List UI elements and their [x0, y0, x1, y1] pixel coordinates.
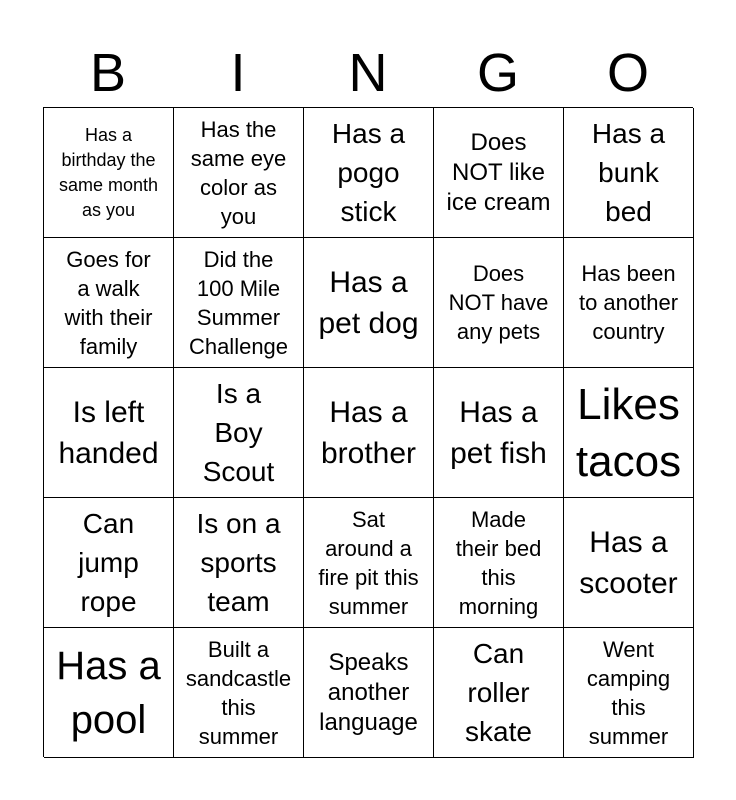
bingo-cell[interactable] [304, 238, 434, 368]
header-letter-b: B [89, 43, 127, 103]
cell-text: Can jump rope [78, 508, 139, 617]
bingo-cell[interactable] [44, 368, 174, 498]
bingo-cell[interactable] [174, 238, 304, 368]
cell-text: Can roller skate [465, 638, 532, 747]
cell-text: Is a Boy Scout [202, 378, 275, 487]
cell-text: Has a pool [56, 643, 161, 742]
bingo-cell[interactable] [174, 368, 304, 498]
bingo-cell[interactable] [434, 238, 564, 368]
header-letter-n: N [348, 43, 388, 103]
bingo-cell[interactable] [174, 108, 304, 238]
bingo-cell[interactable] [174, 498, 304, 628]
cell-text: Sat around a fire pit this summer [318, 506, 419, 619]
cell-text: Did the 100 Mile Summer Challenge [188, 246, 289, 359]
cell-text: Likes tacos [575, 379, 682, 486]
bingo-cell[interactable] [304, 368, 434, 498]
bingo-cell[interactable] [434, 498, 564, 628]
cell-text: Made their bed this morning [455, 506, 542, 619]
bingo-cell[interactable] [434, 368, 564, 498]
cell-text: Does NOT like ice cream [446, 128, 551, 216]
bingo-cell[interactable] [564, 368, 694, 498]
cell-text: Has a pogo stick [331, 118, 406, 227]
cell-text: Speaks another language [319, 648, 418, 736]
bingo-header [43, 40, 693, 106]
bingo-board [43, 107, 693, 757]
bingo-cell[interactable] [564, 628, 694, 758]
bingo-cell[interactable] [434, 628, 564, 758]
bingo-cell[interactable] [44, 108, 174, 238]
bingo-cell[interactable] [174, 628, 304, 758]
cell-text: Built a sandcastle this summer [185, 636, 292, 749]
bingo-cell[interactable] [304, 108, 434, 238]
header-letter-o: O [606, 43, 649, 103]
cell-text: Went camping this summer [586, 636, 671, 749]
header-letter-i: I [230, 43, 246, 103]
cell-text: Is left handed [58, 395, 159, 470]
bingo-cell[interactable] [44, 498, 174, 628]
bingo-cell[interactable] [564, 108, 694, 238]
cell-text: Has a pet fish [450, 395, 547, 470]
bingo-cell[interactable] [44, 628, 174, 758]
cell-text: Goes for a walk with their family [64, 246, 153, 359]
cell-text: Does NOT have any pets [448, 261, 549, 344]
cell-text: Has a scooter [579, 525, 678, 600]
cell-text: Has a bunk bed [591, 118, 666, 227]
bingo-cell[interactable] [564, 498, 694, 628]
cell-text: Has a birthday the same month as you [58, 124, 159, 220]
cell-text: Is on a sports team [196, 508, 281, 617]
bingo-cell[interactable] [304, 628, 434, 758]
header-letter-g: G [476, 43, 519, 103]
bingo-cell[interactable] [564, 238, 694, 368]
bingo-cell[interactable] [304, 498, 434, 628]
cell-text: Has a brother [320, 395, 417, 470]
cell-text: Has the same eye color as you [190, 116, 287, 229]
bingo-cell[interactable] [434, 108, 564, 238]
cell-text: Has been to another country [578, 261, 679, 344]
cell-text: Has a pet dog [318, 265, 419, 340]
bingo-cell[interactable] [44, 238, 174, 368]
